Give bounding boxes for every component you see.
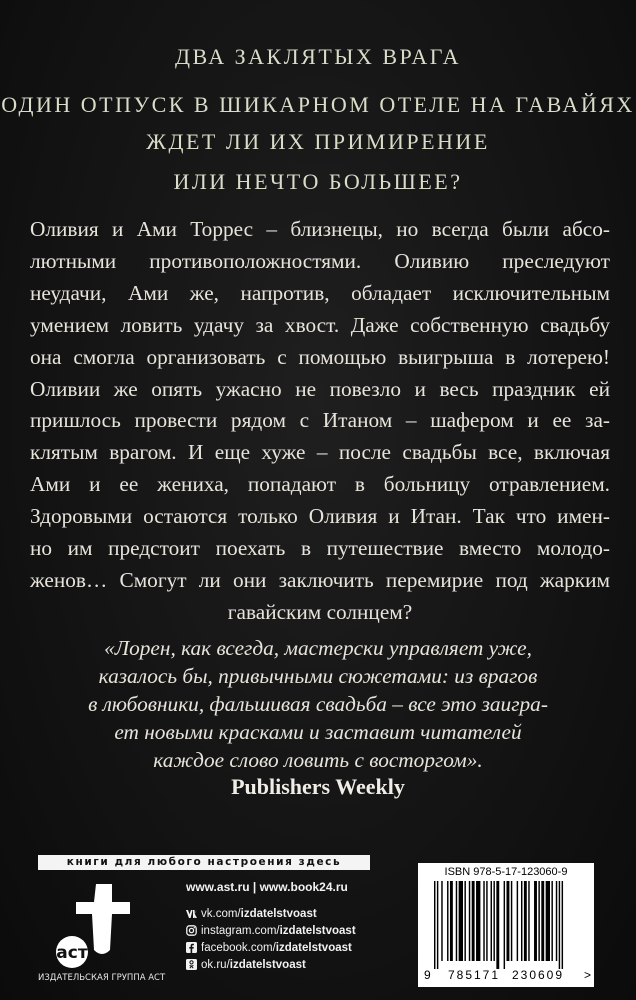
isbn-label: ISBN 978-5-17-123060-9 [444, 866, 568, 878]
promo-strip: книги для любого настроения здесь [38, 855, 370, 870]
ok-icon [186, 959, 197, 970]
facebook-icon [186, 942, 197, 953]
quote-line: каждое слово ловить с восторгом». [153, 748, 483, 772]
social-handle: izdatelstvoast [275, 941, 352, 954]
barcode-bar [434, 881, 435, 969]
barcode-bar [538, 881, 539, 961]
synopsis-line: неудачи, Ами же, напротив, обладает исключительным [30, 280, 610, 305]
vk-icon [186, 908, 197, 919]
barcode-bar [483, 881, 484, 961]
synopsis-line: Оливии же опять ужасно не повезло и весь праздник ей [30, 376, 610, 401]
quote-line: в любовники, фальшивая свадьба – все это заигра- [88, 692, 548, 716]
barcode-bar [528, 881, 529, 961]
quote-line: «Лорен, как всегда, мастерски управляет уже, [104, 636, 532, 660]
publisher-caption: ИЗДАТЕЛЬСКАЯ ГРУППА АСТ [38, 973, 166, 983]
tagline-1: ДВА ЗАКЛЯТЫХ ВРАГА [174, 44, 462, 69]
ast-logo-text: аст [56, 943, 88, 963]
barcode-bar [472, 881, 475, 961]
synopsis-line: Здоровыми остаются только Оливия и Итан. Так что имен- [30, 504, 610, 529]
synopsis-line: пришлось провести рядом с Итаном – шафером и ее за- [30, 408, 610, 433]
barcode-bar [447, 881, 448, 961]
barcode-panel [418, 863, 594, 987]
tagline-3: ЖДЕТ ЛИ ИХ ПРИМИРЕНИЕ [146, 129, 490, 154]
social-link-vk[interactable] [186, 905, 356, 922]
barcode-bar [507, 881, 510, 961]
social-link-instagram[interactable] [186, 922, 356, 939]
barcode-bar [476, 881, 480, 961]
barcode-bar [496, 881, 499, 969]
social-prefix: ok.ru/ [201, 958, 230, 971]
barcode-bar [504, 881, 505, 969]
barcode-bar [534, 881, 537, 961]
social-handle: izdatelstvoast [229, 958, 306, 971]
social-prefix: instagram.com/ [201, 924, 280, 937]
synopsis-line: гавайским солнцем? [227, 599, 413, 624]
synopsis-line: умением ловить удачу за хвост. Даже собственную свадьбу [30, 312, 610, 337]
quote-line: казалось бы, привычными сюжетами: из врагов [98, 664, 538, 688]
barcode-bar [459, 881, 463, 961]
barcode-bar [441, 881, 442, 961]
social-prefix: vk.com/ [201, 907, 241, 920]
synopsis-line: Оливия и Ами Торрес – близнецы, но всегда были абсо- [30, 217, 610, 241]
barcode-bar [456, 881, 457, 961]
publisher-links [186, 880, 356, 973]
social-link-ok[interactable] [186, 956, 356, 973]
quote-line: ет новыми красками и заставит читателей [114, 720, 522, 744]
barcode-bar [546, 881, 550, 961]
synopsis-line: клятым врагом. И еще хуже – после свадьбы все, включая [30, 440, 610, 465]
synopsis-line: Ами и ее жениха, попадают в больницу отравлением. [30, 472, 610, 497]
barcode-bar [464, 881, 465, 961]
barcode-bar [450, 881, 453, 961]
barcode-bar [556, 881, 557, 961]
barcode-bar [437, 881, 438, 969]
social-prefix: facebook.com/ [201, 941, 276, 954]
synopsis-line: женов… Смогут ли они заключить перемирие под жарким [30, 567, 610, 592]
barcode-bar [491, 881, 492, 961]
tagline-2: ОДИН ОТПУСК В ШИКАРНОМ ОТЕЛЕ НА ГАВАЙЯХ [1, 92, 635, 117]
barcode-bar [493, 881, 494, 961]
tagline-4: ИЛИ НЕЧТО БОЛЬШЕЕ? [173, 169, 463, 194]
barcode-digit-trail: > [584, 968, 592, 982]
barcode-bar [562, 881, 563, 969]
barcode-bar [551, 881, 552, 961]
quote-source: Publishers Weekly [231, 774, 405, 799]
synopsis-line: но им предстоит поехать в путешествие вместо молодо- [30, 536, 610, 561]
social-handle: izdatelstvoast [240, 907, 317, 920]
instagram-icon [186, 925, 197, 936]
barcode-bar [541, 881, 544, 961]
synopsis-line: лютными противоположностями. Оливию преследуют [30, 248, 610, 273]
websites[interactable]: www.ast.ru | www.book24.ru [186, 880, 348, 894]
barcode-bar [511, 881, 512, 961]
barcode-bar [559, 881, 560, 969]
barcode-bar [524, 881, 527, 961]
barcode-bar [517, 881, 518, 961]
synopsis-line: она смогла организовать с помощью выигрыша в лотерею! [30, 344, 610, 369]
barcode-bar [469, 881, 470, 961]
barcode-bar [521, 881, 522, 961]
barcode-bar [486, 881, 487, 961]
barcode-digits-right: 230609 [511, 968, 565, 982]
barcode-digit-lead: 9 [424, 968, 431, 982]
review-quote [60, 634, 576, 774]
social-handle: izdatelstvoast [279, 924, 356, 937]
synopsis [30, 214, 610, 629]
barcode [418, 863, 594, 987]
barcode-digits-left: 785171 [447, 968, 501, 982]
social-link-facebook[interactable] [186, 939, 356, 956]
barcode-bars [434, 881, 563, 969]
